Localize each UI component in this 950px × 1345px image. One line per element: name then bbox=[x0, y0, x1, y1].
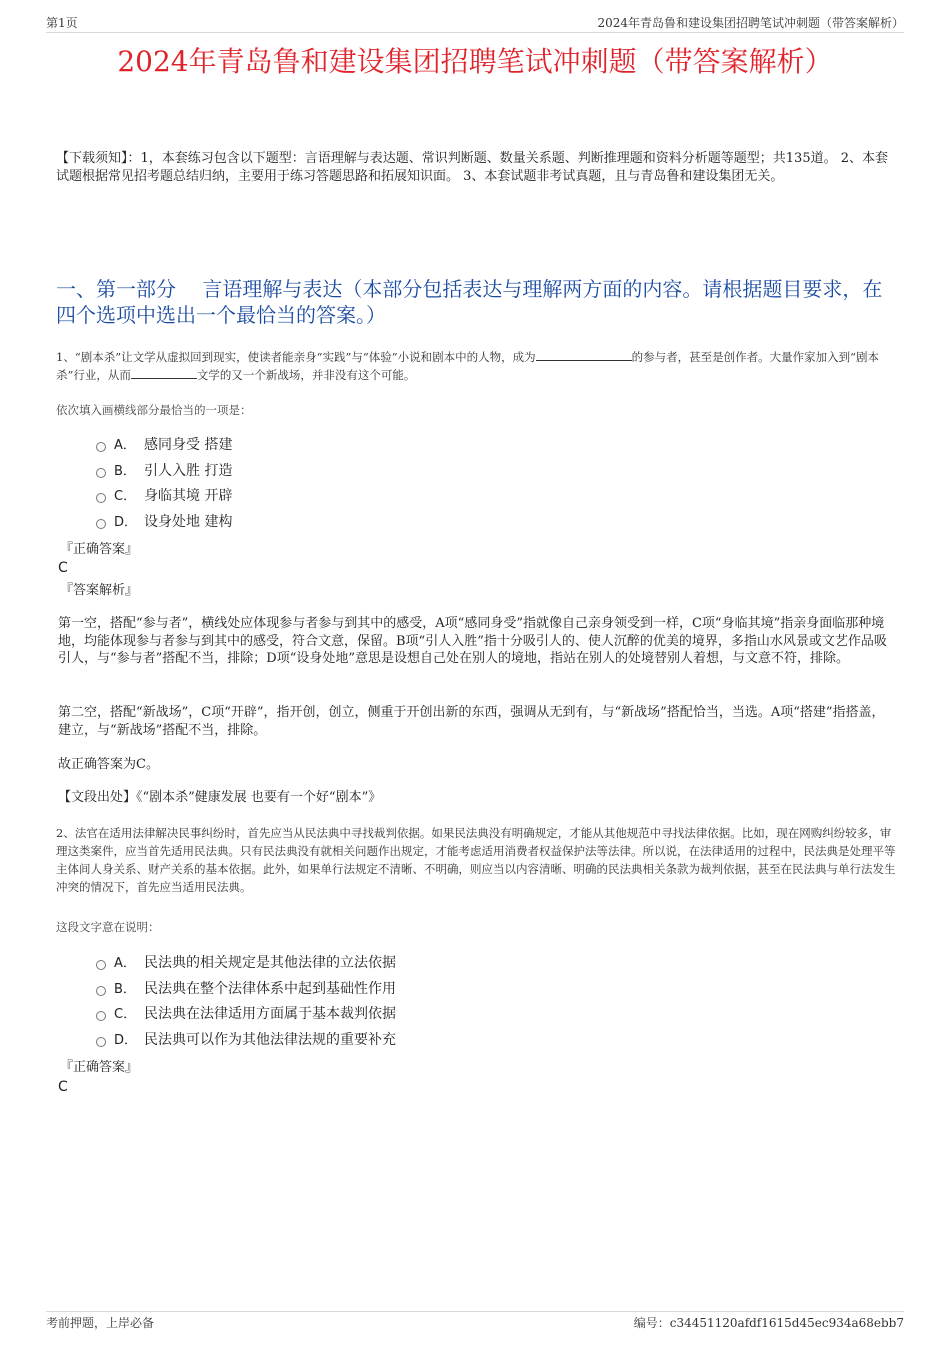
footer-divider bbox=[46, 1311, 904, 1312]
header-doc-title: 2024年青岛鲁和建设集团招聘笔试冲刺题（带答案解析） bbox=[597, 16, 904, 30]
correct-answer-label: 『正确答案』 bbox=[60, 542, 139, 557]
footer-slogan: 考前押题，上岸必备 bbox=[46, 1316, 155, 1330]
question-1-options bbox=[96, 433, 232, 535]
option-a[interactable]: A． 感同身受 搭建 bbox=[96, 433, 232, 459]
analysis-label: 『答案解析』 bbox=[60, 583, 139, 598]
footer-doc-id: 编号：c34451120afdf1615d45ec934a68ebb7 bbox=[633, 1316, 904, 1330]
radio-button[interactable] bbox=[96, 1037, 106, 1047]
document-title: 2024年青岛鲁和建设集团招聘笔试冲刺题（带答案解析） bbox=[117, 45, 833, 78]
section-heading: 一、第一部分 言语理解与表达（本部分包括表达与理解两方面的内容。请根据题目要求，在四个选项中选出一个最恰当的答案。） bbox=[56, 277, 883, 327]
header-divider bbox=[46, 32, 904, 33]
option-d[interactable]: D． 设身处地 建构 bbox=[96, 510, 232, 536]
radio-button[interactable] bbox=[96, 986, 106, 996]
option-d[interactable]: D． 民法典可以作为其他法律法规的重要补充 bbox=[96, 1028, 396, 1054]
question-1-prompt: 依次填入画横线部分最恰当的一项是： bbox=[56, 403, 252, 417]
option-b[interactable]: B． 民法典在整个法律体系中起到基础性作用 bbox=[96, 977, 396, 1003]
radio-button[interactable] bbox=[96, 468, 106, 478]
option-c[interactable]: C． 民法典在法律适用方面属于基本裁判依据 bbox=[96, 1002, 396, 1028]
correct-answer-label: 『正确答案』 bbox=[60, 1060, 139, 1075]
page-footer bbox=[46, 1314, 904, 1332]
option-c[interactable]: C． 身临其境 开辟 bbox=[96, 484, 232, 510]
radio-button[interactable] bbox=[96, 519, 106, 529]
fill-blank-2 bbox=[131, 366, 197, 379]
page-header bbox=[46, 14, 904, 32]
analysis-paragraph-1: 第一空，搭配“参与者”，横线处应体现参与者参与到其中的感受，A项“感同身受”指就像自己亲身领受到一样，C项“身临其境”指亲身面临那种境地，均能体现参与者参与到其中的感受，符合文意，保留。B项“引人入胜”指十分吸引人的、使人沉醉的优美的境界，多指山水风景或文艺作品吸引人，与“参与者”搭配不当，排除；D项“设身处地”意思是设想自己处在别人的境地，指站在别人的处境替别人着想，与文意不符，排除。 bbox=[58, 616, 887, 666]
question-2-options bbox=[96, 951, 396, 1053]
question-2-stem: 2、法官在适用法律解决民事纠纷时，首先应当从民法典中寻找裁判依据。如果民法典没有明确规定，才能从其他规范中寻找法律依据。比如，现在网购纠纷较多，审理这类案件，应当首先适用民法典。只有民法典没有就相关问题作出规定，才能考虑适用消费者权益保护法等法律。所以说，在法律适用的过程中，民法典是处理平等主体间人身关系、财产关系的基本依据。此外，如果单行法规定不清晰、不明确，则应当以内容清晰、明确的民法典相关条款为裁判依据，甚至在民法典与单行法发生冲突的情况下，首先应当适用民法典。 bbox=[56, 826, 896, 894]
radio-button[interactable] bbox=[96, 1011, 106, 1021]
fill-blank-1 bbox=[536, 348, 632, 361]
radio-button[interactable] bbox=[96, 442, 106, 452]
radio-button[interactable] bbox=[96, 960, 106, 970]
correct-answer: C bbox=[58, 560, 68, 576]
page-number: 第1页 bbox=[46, 16, 78, 30]
answer-conclusion: 故正确答案为C。 bbox=[58, 757, 159, 772]
source-reference: 【文段出处】《“剧本杀”健康发展 也要有一个好“剧本”》 bbox=[58, 790, 382, 805]
analysis-paragraph-2: 第二空，搭配“新战场”，C项“开辟”，指开创，创立，侧重于开创出新的东西，强调从无到有，与“新战场”搭配恰当，当选。A项“搭建”指搭盖，建立，与“新战场”搭配不当，排除。 bbox=[58, 705, 885, 738]
option-a[interactable]: A． 民法典的相关规定是其他法律的立法依据 bbox=[96, 951, 396, 977]
radio-button[interactable] bbox=[96, 493, 106, 503]
question-2-prompt: 这段文字意在说明： bbox=[56, 920, 160, 934]
correct-answer: C bbox=[58, 1079, 68, 1095]
download-notice: 【下载须知】：1，本套练习包含以下题型：言语理解与表达题、常识判断题、数量关系题、判断推理题和资料分析题等题型；共135道。 2、本套试题根据常见招考题总结归纳，主要用于练习答题思路和拓展知识面。 3、本套试题非考试真题，且与青岛鲁和建设集团无关。 bbox=[56, 151, 888, 184]
question-1-stem: 1、“剧本杀”让文学从虚拟回到现实，使读者能亲身“实践”与“体验”小说和剧本中的人物，成为 的参与者，甚至是创作者。大量作家加入到“剧本杀”行业，从而 文学的又一个新战场，并非没有这个可能。 bbox=[56, 350, 879, 382]
option-b[interactable]: B． 引人入胜 打造 bbox=[96, 459, 232, 485]
